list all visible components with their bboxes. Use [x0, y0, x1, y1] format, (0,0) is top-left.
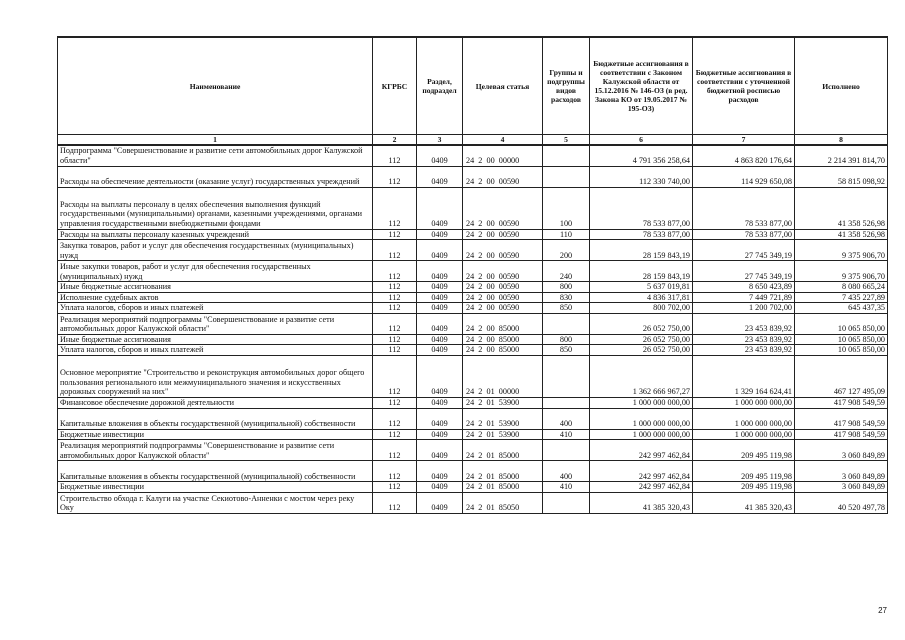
row-expense-group: 240	[543, 261, 590, 282]
row-kgrbs: 112	[373, 429, 417, 440]
row-executed: 3 060 849,89	[795, 440, 888, 461]
row-executed: 417 908 549,59	[795, 429, 888, 440]
row-target-article: 24 2 00 00590	[463, 187, 543, 229]
column-number: 2	[373, 135, 417, 146]
column-number: 6	[590, 135, 693, 146]
row-refined-allocation: 23 453 839,92	[693, 313, 795, 334]
header-kgrbs: КГРБС	[373, 37, 417, 135]
table-row	[58, 292, 888, 303]
row-refined-allocation: 1 000 000 000,00	[693, 408, 795, 429]
row-name: Подпрограмма "Совершенствование и развитие сети автомобильных дорог Калужской области"	[58, 145, 373, 166]
row-law-allocation: 5 637 019,81	[590, 282, 693, 293]
row-expense-group: 850	[543, 303, 590, 314]
row-razdel: 0409	[417, 145, 463, 166]
row-refined-allocation: 209 495 119,98	[693, 461, 795, 482]
row-razdel: 0409	[417, 229, 463, 240]
row-executed: 3 060 849,89	[795, 461, 888, 482]
table-header-row	[58, 37, 888, 135]
row-kgrbs: 112	[373, 356, 417, 398]
row-expense-group: 200	[543, 240, 590, 261]
table-row	[58, 356, 888, 398]
row-expense-group: 400	[543, 408, 590, 429]
row-kgrbs: 112	[373, 482, 417, 493]
row-name: Реализация мероприятий подпрограммы "Совершенствование и развитие сети автомобильных дорог Калужской области"	[58, 313, 373, 334]
row-executed: 645 437,35	[795, 303, 888, 314]
column-number-row	[58, 135, 888, 146]
row-razdel: 0409	[417, 461, 463, 482]
table-row	[58, 345, 888, 356]
row-razdel: 0409	[417, 429, 463, 440]
row-law-allocation: 242 997 462,84	[590, 461, 693, 482]
budget-table	[57, 36, 888, 514]
table-row	[58, 166, 888, 187]
row-executed: 467 127 495,09	[795, 356, 888, 398]
row-expense-group: 410	[543, 429, 590, 440]
row-executed: 9 375 906,70	[795, 261, 888, 282]
row-razdel: 0409	[417, 408, 463, 429]
row-executed: 41 358 526,98	[795, 229, 888, 240]
row-executed: 9 375 906,70	[795, 240, 888, 261]
header-target-article: Целевая статья	[463, 37, 543, 135]
row-name: Основное мероприятие "Строительство и реконструкция автомобильных дорог общего пользования регионального или межмуниципального значения и искусственных дорожных сооружений на них"	[58, 356, 373, 398]
table-row	[58, 145, 888, 166]
row-razdel: 0409	[417, 398, 463, 409]
table-row	[58, 303, 888, 314]
row-law-allocation: 26 052 750,00	[590, 345, 693, 356]
row-refined-allocation: 23 453 839,92	[693, 345, 795, 356]
row-target-article: 24 2 00 00590	[463, 240, 543, 261]
row-razdel: 0409	[417, 240, 463, 261]
row-razdel: 0409	[417, 292, 463, 303]
row-refined-allocation: 23 453 839,92	[693, 334, 795, 345]
row-kgrbs: 112	[373, 292, 417, 303]
header-expense-groups: Группы и подгруппы видов расходов	[543, 37, 590, 135]
row-target-article: 24 2 01 85000	[463, 440, 543, 461]
row-target-article: 24 2 00 00590	[463, 261, 543, 282]
row-target-article: 24 2 00 85000	[463, 313, 543, 334]
row-razdel: 0409	[417, 345, 463, 356]
row-kgrbs: 112	[373, 261, 417, 282]
row-name: Реализация мероприятий подпрограммы "Совершенствование и развитие сети автомобильных дорог Калужской области"	[58, 440, 373, 461]
row-expense-group: 100	[543, 187, 590, 229]
row-executed: 417 908 549,59	[795, 408, 888, 429]
row-kgrbs: 112	[373, 303, 417, 314]
row-executed: 58 815 098,92	[795, 166, 888, 187]
row-refined-allocation: 1 000 000 000,00	[693, 398, 795, 409]
table-row	[58, 482, 888, 493]
row-target-article: 24 2 00 00590	[463, 292, 543, 303]
column-number: 3	[417, 135, 463, 146]
row-refined-allocation: 209 495 119,98	[693, 482, 795, 493]
row-law-allocation: 26 052 750,00	[590, 334, 693, 345]
row-refined-allocation: 8 650 423,89	[693, 282, 795, 293]
row-target-article: 24 2 00 00590	[463, 166, 543, 187]
header-name: Наименование	[58, 37, 373, 135]
row-expense-group: 830	[543, 292, 590, 303]
row-expense-group: 850	[543, 345, 590, 356]
row-law-allocation: 78 533 877,00	[590, 187, 693, 229]
row-razdel: 0409	[417, 261, 463, 282]
table-row	[58, 408, 888, 429]
header-razdel: Раздел, подраздел	[417, 37, 463, 135]
row-law-allocation: 78 533 877,00	[590, 229, 693, 240]
row-name: Расходы на выплаты персоналу казенных учреждений	[58, 229, 373, 240]
row-kgrbs: 112	[373, 187, 417, 229]
row-law-allocation: 4 836 317,81	[590, 292, 693, 303]
row-refined-allocation: 78 533 877,00	[693, 187, 795, 229]
row-target-article: 24 2 01 00000	[463, 356, 543, 398]
row-name: Иные закупки товаров, работ и услуг для обеспечения государственных (муниципальных) нужд	[58, 261, 373, 282]
row-target-article: 24 2 00 00590	[463, 229, 543, 240]
row-target-article: 24 2 01 53900	[463, 408, 543, 429]
table-row	[58, 187, 888, 229]
row-refined-allocation: 114 929 650,08	[693, 166, 795, 187]
row-kgrbs: 112	[373, 461, 417, 482]
row-name: Иные бюджетные ассигнования	[58, 282, 373, 293]
row-target-article: 24 2 01 85000	[463, 482, 543, 493]
row-name: Уплата налогов, сборов и иных платежей	[58, 345, 373, 356]
row-name: Иные бюджетные ассигнования	[58, 334, 373, 345]
header-refined-allocations: Бюджетные ассигнования в соответствии с уточненной бюджетной росписью расходов	[693, 37, 795, 135]
row-target-article: 24 2 00 85000	[463, 334, 543, 345]
row-kgrbs: 112	[373, 398, 417, 409]
row-executed: 2 214 391 814,70	[795, 145, 888, 166]
row-refined-allocation: 78 533 877,00	[693, 229, 795, 240]
row-law-allocation: 1 362 666 967,27	[590, 356, 693, 398]
row-law-allocation: 4 791 356 258,64	[590, 145, 693, 166]
table-row	[58, 282, 888, 293]
row-refined-allocation: 4 863 820 176,64	[693, 145, 795, 166]
row-expense-group	[543, 313, 590, 334]
row-name: Строительство обхода г. Калуги на участке Секиотово-Анненки с мостом через реку Оку	[58, 492, 373, 513]
column-number: 5	[543, 135, 590, 146]
row-executed: 40 520 497,78	[795, 492, 888, 513]
table-row	[58, 461, 888, 482]
row-target-article: 24 2 01 53900	[463, 429, 543, 440]
table-row	[58, 398, 888, 409]
row-razdel: 0409	[417, 334, 463, 345]
row-razdel: 0409	[417, 440, 463, 461]
page-number: 27	[878, 606, 887, 615]
table-row	[58, 313, 888, 334]
table-row	[58, 240, 888, 261]
column-number: 1	[58, 135, 373, 146]
row-executed: 10 065 850,00	[795, 334, 888, 345]
row-refined-allocation: 27 745 349,19	[693, 240, 795, 261]
row-executed: 41 358 526,98	[795, 187, 888, 229]
row-law-allocation: 800 702,00	[590, 303, 693, 314]
row-refined-allocation: 41 385 320,43	[693, 492, 795, 513]
row-name: Капитальные вложения в объекты государственной (муниципальной) собственности	[58, 408, 373, 429]
row-target-article: 24 2 01 85000	[463, 461, 543, 482]
row-name: Бюджетные инвестиции	[58, 429, 373, 440]
row-expense-group	[543, 492, 590, 513]
table-row	[58, 440, 888, 461]
row-expense-group	[543, 166, 590, 187]
row-refined-allocation: 7 449 721,89	[693, 292, 795, 303]
row-kgrbs: 112	[373, 440, 417, 461]
row-refined-allocation: 1 200 702,00	[693, 303, 795, 314]
row-law-allocation: 112 330 740,00	[590, 166, 693, 187]
row-refined-allocation: 209 495 119,98	[693, 440, 795, 461]
row-target-article: 24 2 00 00000	[463, 145, 543, 166]
row-name: Исполнение судебных актов	[58, 292, 373, 303]
row-executed: 10 065 850,00	[795, 345, 888, 356]
row-target-article: 24 2 00 00590	[463, 303, 543, 314]
row-name: Закупка товаров, работ и услуг для обеспечения государственных (муниципальных) нужд	[58, 240, 373, 261]
table-row	[58, 492, 888, 513]
row-executed: 10 065 850,00	[795, 313, 888, 334]
row-kgrbs: 112	[373, 313, 417, 334]
table-row	[58, 334, 888, 345]
row-razdel: 0409	[417, 187, 463, 229]
table-body	[58, 145, 888, 513]
row-kgrbs: 112	[373, 145, 417, 166]
row-expense-group: 110	[543, 229, 590, 240]
table-row	[58, 229, 888, 240]
row-expense-group: 800	[543, 282, 590, 293]
row-kgrbs: 112	[373, 166, 417, 187]
row-target-article: 24 2 01 53900	[463, 398, 543, 409]
row-kgrbs: 112	[373, 240, 417, 261]
row-law-allocation: 28 159 843,19	[590, 261, 693, 282]
row-refined-allocation: 1 000 000 000,00	[693, 429, 795, 440]
row-executed: 7 435 227,89	[795, 292, 888, 303]
row-razdel: 0409	[417, 313, 463, 334]
row-target-article: 24 2 00 85000	[463, 345, 543, 356]
row-law-allocation: 28 159 843,19	[590, 240, 693, 261]
column-number: 7	[693, 135, 795, 146]
row-kgrbs: 112	[373, 282, 417, 293]
row-refined-allocation: 27 745 349,19	[693, 261, 795, 282]
row-expense-group: 400	[543, 461, 590, 482]
row-kgrbs: 112	[373, 229, 417, 240]
row-razdel: 0409	[417, 356, 463, 398]
row-expense-group	[543, 440, 590, 461]
header-law-allocations: Бюджетные ассигнования в соответствии с Законом Калужской области от 15.12.2016 № 146-ОЗ (в ред. Закона КО от 19.05.2017 № 195-ОЗ)	[590, 37, 693, 135]
row-expense-group: 800	[543, 334, 590, 345]
row-name: Расходы на выплаты персоналу в целях обеспечения выполнения функций государственными (муниципальными) органами, казенными учреждениями, органами управления государственными внебюджетными фондами	[58, 187, 373, 229]
row-razdel: 0409	[417, 166, 463, 187]
row-law-allocation: 242 997 462,84	[590, 440, 693, 461]
row-kgrbs: 112	[373, 345, 417, 356]
row-law-allocation: 26 052 750,00	[590, 313, 693, 334]
row-name: Финансовое обеспечение дорожной деятельности	[58, 398, 373, 409]
row-expense-group	[543, 398, 590, 409]
row-name: Расходы на обеспечение деятельности (оказание услуг) государственных учреждений	[58, 166, 373, 187]
column-number: 8	[795, 135, 888, 146]
row-kgrbs: 112	[373, 492, 417, 513]
column-number: 4	[463, 135, 543, 146]
row-razdel: 0409	[417, 492, 463, 513]
row-razdel: 0409	[417, 303, 463, 314]
row-razdel: 0409	[417, 282, 463, 293]
row-law-allocation: 1 000 000 000,00	[590, 429, 693, 440]
row-law-allocation: 242 997 462,84	[590, 482, 693, 493]
row-kgrbs: 112	[373, 334, 417, 345]
row-executed: 3 060 849,89	[795, 482, 888, 493]
row-law-allocation: 1 000 000 000,00	[590, 398, 693, 409]
row-target-article: 24 2 00 00590	[463, 282, 543, 293]
row-expense-group	[543, 145, 590, 166]
row-refined-allocation: 1 329 164 624,41	[693, 356, 795, 398]
row-law-allocation: 1 000 000 000,00	[590, 408, 693, 429]
row-target-article: 24 2 01 85050	[463, 492, 543, 513]
table-row	[58, 429, 888, 440]
row-name: Капитальные вложения в объекты государственной (муниципальной) собственности	[58, 461, 373, 482]
row-name: Уплата налогов, сборов и иных платежей	[58, 303, 373, 314]
row-executed: 417 908 549,59	[795, 398, 888, 409]
document-page	[57, 36, 887, 514]
row-expense-group	[543, 356, 590, 398]
header-executed: Исполнено	[795, 37, 888, 135]
table-row	[58, 261, 888, 282]
row-expense-group: 410	[543, 482, 590, 493]
row-executed: 8 080 665,24	[795, 282, 888, 293]
row-law-allocation: 41 385 320,43	[590, 492, 693, 513]
row-name: Бюджетные инвестиции	[58, 482, 373, 493]
row-razdel: 0409	[417, 482, 463, 493]
row-kgrbs: 112	[373, 408, 417, 429]
